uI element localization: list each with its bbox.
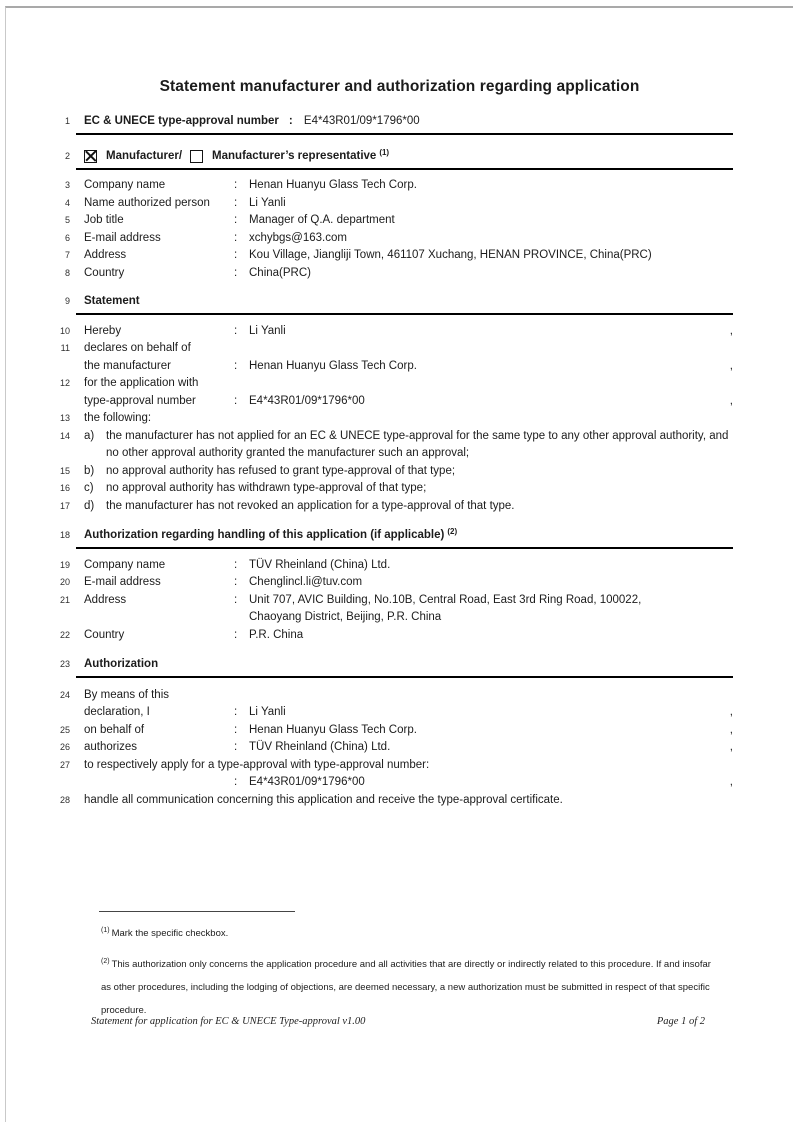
colon-separator: :	[234, 266, 238, 279]
line-number: 25	[59, 724, 70, 735]
field-row	[14, 774, 733, 792]
handling-heading: Authorization regarding handling of this application (if applicable)	[84, 529, 445, 541]
line-number: 13	[59, 413, 70, 423]
field-row	[14, 177, 733, 195]
footer-page-number: Page 1 of 2	[656, 1016, 705, 1027]
document-page	[5, 6, 793, 1122]
field-value: E4*43R01/09*1796*00	[249, 776, 365, 788]
footnote-2-ref: (2)	[101, 958, 110, 966]
field-label: Name authorized person	[84, 196, 210, 209]
manufacturer-details-section	[14, 177, 733, 282]
field-row	[14, 265, 733, 283]
authorization-heading: Authorization	[84, 658, 159, 670]
handling-heading-row	[14, 527, 733, 545]
line-number: 21	[59, 594, 70, 605]
section-rule	[76, 133, 733, 135]
trailing-comma: ,	[729, 741, 733, 753]
field-row	[14, 574, 733, 592]
field-row	[14, 358, 733, 376]
field-label: Job title	[84, 214, 124, 226]
field-label: authorizes	[84, 741, 138, 753]
authorization-heading-row	[14, 656, 733, 674]
role-selection-row	[14, 148, 733, 166]
statement-item-row	[14, 428, 733, 463]
handling-details-section	[14, 557, 733, 645]
field-value: Li Yanli	[249, 706, 286, 718]
field-label: for the application with	[84, 377, 199, 389]
line-number: 22	[59, 629, 70, 640]
section-rule	[76, 313, 733, 315]
field-row	[14, 627, 733, 645]
line-number: 17	[59, 500, 70, 511]
field-label: Address	[84, 593, 127, 606]
field-label: declares on behalf of	[84, 342, 191, 354]
colon-separator: :	[234, 723, 238, 736]
text-row	[14, 792, 733, 810]
field-row	[14, 323, 733, 341]
footnote-separator	[99, 911, 295, 912]
line-number: 18	[59, 530, 70, 540]
statement-item-row	[14, 463, 733, 481]
field-value: E4*43R01/09*1796*00	[249, 394, 365, 407]
representative-label: Manufacturer’s representative	[212, 149, 377, 162]
line-number: 8	[64, 267, 70, 278]
authorization-declaration-block	[14, 687, 733, 810]
trailing-comma: ,	[729, 706, 733, 718]
field-label: Company name	[84, 179, 166, 191]
statement-heading: Statement	[84, 295, 140, 307]
statement-item-row	[14, 480, 733, 498]
item-text: no approval authority has refused to grant type-approval of that type;	[106, 464, 456, 477]
trailing-comma: ,	[729, 776, 733, 788]
field-row	[14, 375, 733, 393]
line-number: 9	[64, 296, 70, 306]
trailing-comma: ,	[729, 394, 733, 407]
approval-number-value: E4*43R01/09*1796*00	[303, 115, 420, 127]
line-number: 1	[64, 116, 70, 126]
field-value: Henan Huanyu Glass Tech Corp.	[249, 359, 417, 372]
item-text: no approval authority has withdrawn type-approval of that type;	[106, 482, 427, 494]
colon-separator: :	[234, 196, 238, 209]
footnote-ref-2: (2)	[447, 527, 458, 536]
item-marker: c)	[84, 482, 94, 494]
field-label: Country	[84, 628, 125, 641]
field-row	[14, 722, 733, 740]
footnote-1-text: Mark the specific checkbox.	[111, 928, 229, 940]
footer-document-title: Statement for application for EC & UNECE Type-approval v1.00	[91, 1016, 366, 1027]
field-value: Kou Village, Jiangliji Town, 461107 Xuchang, HENAN PROVINCE, China(PRC)	[249, 249, 652, 261]
manufacturer-label: Manufacturer/	[106, 149, 183, 162]
colon-separator: :	[234, 593, 238, 606]
field-label: Company name	[84, 558, 166, 571]
page-title: Statement manufacturer and authorization regarding application	[159, 78, 640, 95]
field-label: E-mail address	[84, 231, 161, 244]
field-value: Li Yanli	[249, 324, 286, 337]
field-row	[14, 704, 733, 722]
field-label: Country	[84, 266, 125, 279]
item-text: the manufacturer has not revoked an application for a type-approval of that type.	[106, 499, 515, 512]
field-label: the following:	[84, 412, 152, 424]
field-row	[14, 739, 733, 757]
field-row	[14, 247, 733, 265]
footnote-1	[101, 927, 715, 939]
row-text: handle all communication concerning this application and receive the type-approval certificate.	[84, 793, 563, 806]
manufacturer-checkbox-icon	[84, 150, 97, 163]
line-number: 20	[59, 577, 70, 587]
field-value: xchybgs@163.com	[249, 231, 347, 244]
colon-separator: :	[234, 249, 238, 261]
line-number: 19	[59, 559, 70, 570]
field-value: China(PRC)	[249, 266, 311, 279]
colon-separator: :	[234, 628, 238, 641]
colon-separator: :	[234, 324, 238, 337]
line-number: 7	[64, 250, 70, 260]
colon-separator: :	[288, 115, 293, 127]
line-number: 4	[64, 197, 70, 208]
statement-heading-row	[14, 293, 733, 311]
line-number: 27	[59, 759, 70, 770]
line-number: 28	[59, 794, 70, 805]
colon-separator: :	[234, 741, 238, 753]
text-row	[14, 757, 733, 775]
line-number: 2	[64, 150, 70, 161]
statement-item-row	[14, 498, 733, 516]
field-label: on behalf of	[84, 723, 145, 736]
line-number: 10	[59, 325, 70, 336]
item-text: the manufacturer has not applied for an EC & UNECE type-approval for the same type to any other approval authority, and no other approval authority granted the manufacturer such an approval;	[106, 429, 729, 459]
field-row	[14, 557, 733, 575]
item-marker: b)	[84, 464, 95, 477]
statement-declaration-block	[14, 323, 733, 516]
field-value: Unit 707, AVIC Building, No.10B, Central Road, East 3rd Ring Road, 100022,	[249, 593, 642, 606]
field-row	[14, 592, 733, 610]
field-row	[14, 195, 733, 213]
line-number: 3	[64, 180, 70, 190]
colon-separator: :	[234, 231, 238, 244]
approval-number-label: EC & UNECE type-approval number	[84, 115, 279, 127]
footnote-ref-1: (1)	[379, 147, 390, 157]
field-value: Henan Huanyu Glass Tech Corp.	[249, 179, 417, 191]
field-row	[14, 393, 733, 411]
page-footer	[6, 1016, 793, 1027]
line-number: 24	[59, 689, 70, 700]
line-number: 5	[64, 215, 70, 225]
footnote-1-ref: (1)	[101, 927, 110, 934]
colon-separator: :	[234, 576, 238, 588]
line-number: 16	[59, 483, 70, 493]
field-row	[14, 410, 733, 428]
section-rule	[76, 168, 733, 170]
field-value: Manager of Q.A. department	[249, 214, 395, 226]
trailing-comma: ,	[729, 324, 733, 337]
colon-separator: :	[234, 706, 238, 718]
line-number: 12	[59, 378, 70, 388]
colon-separator: :	[234, 776, 238, 788]
item-marker: a)	[84, 429, 95, 442]
field-value: TÜV Rheinland (China) Ltd.	[249, 558, 391, 571]
field-row	[14, 687, 733, 705]
line-number: 6	[64, 232, 70, 243]
trailing-comma: ,	[729, 723, 733, 736]
field-row	[14, 230, 733, 248]
footnote-2-text: This authorization only concerns the application procedure and all activities that are directly or indirectly related to this procedure. If and insofar as other procedures, including the lodging of objections, are deemed necessary, a new authorization must be submitted in respect of that specific procedure.	[101, 959, 711, 1017]
colon-separator: :	[234, 179, 238, 191]
line-number: 23	[59, 659, 70, 669]
field-label: type-approval number	[84, 394, 196, 407]
row-text: to respectively apply for a type-approval with type-approval number:	[84, 758, 430, 771]
field-row	[14, 609, 733, 627]
field-label: Address	[84, 249, 127, 261]
field-row	[14, 340, 733, 358]
field-label: Hereby	[84, 324, 122, 337]
field-row	[14, 212, 733, 230]
field-label: the manufacturer	[84, 359, 171, 372]
line-number: 26	[59, 742, 70, 752]
representative-checkbox-icon	[190, 150, 203, 163]
colon-separator: :	[234, 359, 238, 372]
field-value: TÜV Rheinland (China) Ltd.	[249, 741, 391, 753]
field-value: P.R. China	[249, 628, 304, 641]
section-rule	[76, 676, 733, 678]
field-value: Henan Huanyu Glass Tech Corp.	[249, 723, 417, 736]
approval-number-row	[14, 113, 733, 131]
colon-separator: :	[234, 558, 238, 571]
line-number: 11	[60, 343, 70, 353]
colon-separator: :	[234, 394, 238, 407]
item-marker: d)	[84, 499, 95, 512]
line-number: 14	[59, 430, 70, 441]
document-content	[6, 113, 793, 1022]
field-label: E-mail address	[84, 576, 161, 588]
footnote-2	[101, 950, 715, 1022]
trailing-comma: ,	[729, 359, 733, 372]
field-value: Li Yanli	[249, 196, 286, 209]
field-value: Chenglincl.li@tuv.com	[249, 576, 363, 588]
colon-separator: :	[234, 214, 238, 226]
field-label: declaration, I	[84, 706, 150, 718]
field-label: By means of this	[84, 688, 170, 701]
field-value: Chaoyang District, Beijing, P.R. China	[249, 611, 442, 623]
line-number: 15	[59, 465, 70, 476]
section-rule	[76, 547, 733, 549]
